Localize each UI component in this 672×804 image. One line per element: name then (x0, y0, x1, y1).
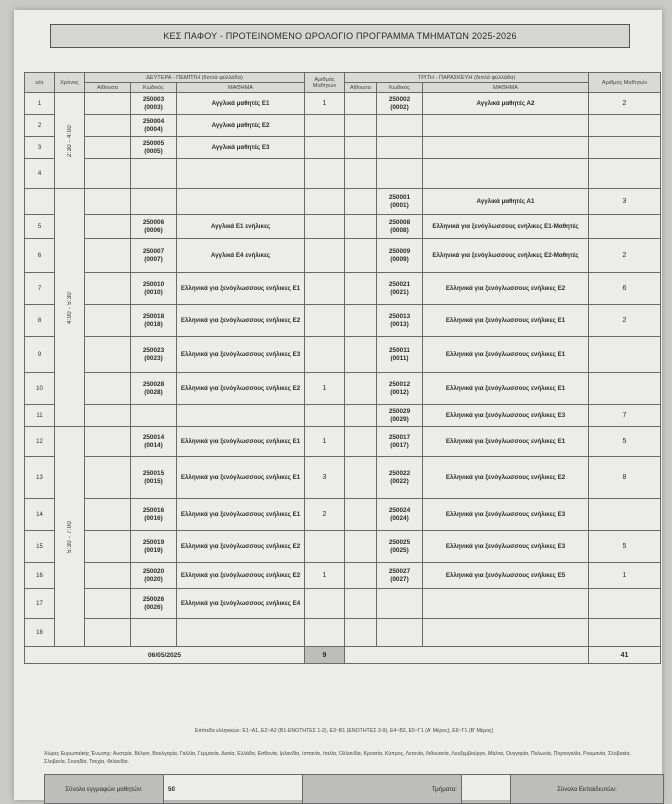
code-right (377, 457, 423, 499)
footer-spacer (345, 647, 589, 664)
count-right: 8 (589, 457, 661, 499)
course-code: 250028 (142, 380, 165, 388)
course-code-short: (0003) (144, 103, 163, 111)
room-right (345, 189, 377, 215)
count-right: 2 (589, 305, 661, 337)
count-left (305, 137, 345, 159)
course-code-short: (0027) (390, 575, 409, 583)
row-number: 9 (25, 337, 55, 373)
row-number: 17 (25, 589, 55, 619)
count-left (305, 337, 345, 373)
course-left: Ελληνικά για ξενόγλωσσους ενήλικες Ε2 (177, 305, 305, 337)
code-right (377, 239, 423, 273)
room-left (85, 405, 131, 427)
count-right: 5 (589, 531, 661, 563)
room-right (345, 305, 377, 337)
course-right: Αγγλικά μαθητές Α1 (423, 189, 589, 215)
schedule-sheet (14, 10, 662, 800)
count-right (589, 589, 661, 619)
code-right (377, 273, 423, 305)
course-code-short: (0025) (390, 546, 409, 554)
course-left (177, 619, 305, 647)
course-left: Ελληνικά για ξενόγλωσσους ενήλικες Ε1 (177, 499, 305, 531)
header-day-right: ΤΡΙΤΗ - ΠΑΡΑΣΚΕΥΗ (διπλά φύλλάδα) (345, 73, 589, 83)
header-room-left: Αίθουσα (85, 83, 131, 93)
course-left: Αγγλικά Ε4 ενήλικες (177, 239, 305, 273)
code-right (377, 337, 423, 373)
table-row (25, 457, 661, 499)
count-left: 3 (305, 457, 345, 499)
course-code-short: (0004) (144, 125, 163, 133)
course-left: Αγγλικά μαθητές Ε2 (177, 115, 305, 137)
code-right (377, 159, 423, 189)
course-left: Ελληνικά για ξενόγλωσσους ενήλικες Ε2 (177, 373, 305, 405)
course-code-short: (0008) (390, 226, 409, 234)
room-left (85, 619, 131, 647)
header-code-right: Κωδικός (377, 83, 423, 93)
countries-note: Χώρες Ευρωπαϊκής Ένωσης: Αυστρία, Βέλγιο, Βουλγαρία, Γαλλία, Γερμανία, Δανία, Ελλάδα, Εσθονία, Ιρλανδία, Ισπανία, Ιταλία, Ολλανδία, Κροατία, Κύπρος, Λετονία, Λιθουανία, Λουξεμβούργο, Μάλτα, Ουγγαρία, Πολωνία, Πορτογαλία, Ρουμανία, Σλοβακία, Σλοβενία, Σουηδία, Τσεχία, Φιλανδία. (44, 751, 631, 765)
table-row (25, 305, 661, 337)
code-right (377, 405, 423, 427)
course-code: 250012 (388, 380, 411, 388)
course-code: 250022 (388, 469, 411, 477)
header-num: α/α (25, 73, 55, 93)
course-left: Αγγλικά μαθητές Ε3 (177, 137, 305, 159)
code-left (131, 337, 177, 373)
row-number: 2 (25, 115, 55, 137)
course-right (423, 619, 589, 647)
course-right (423, 159, 589, 189)
course-left: Ελληνικά για ξενόγλωσσους ενήλικες Ε3 (177, 337, 305, 373)
course-code-short: (0024) (390, 514, 409, 522)
course-code-short: (0016) (144, 514, 163, 522)
course-code: 250006 (142, 218, 165, 226)
room-left (85, 373, 131, 405)
row-number: 3 (25, 137, 55, 159)
course-code-short: (0017) (390, 441, 409, 449)
code-left (131, 427, 177, 457)
course-code: 250002 (388, 95, 411, 103)
course-code: 250021 (388, 280, 411, 288)
room-right (345, 215, 377, 239)
course-code: 250016 (142, 506, 165, 514)
table-row (25, 159, 661, 189)
count-left (305, 273, 345, 305)
course-code: 250018 (142, 312, 165, 320)
course-left: Ελληνικά για ξενόγλωσσους ενήλικες Ε4 (177, 589, 305, 619)
room-right (345, 373, 377, 405)
course-code-short: (0002) (390, 103, 409, 111)
course-code: 250009 (388, 247, 411, 255)
teachers-label: Σύνολο Εκπαιδευτών: (511, 775, 664, 804)
table-row (25, 499, 661, 531)
course-code: 250025 (388, 538, 411, 546)
course-code: 250011 (389, 346, 410, 354)
code-left (131, 189, 177, 215)
course-code: 250003 (142, 95, 165, 103)
table-row (25, 589, 661, 619)
time-slot (55, 189, 85, 427)
room-left (85, 337, 131, 373)
table-row (25, 273, 661, 305)
count-left (305, 115, 345, 137)
course-left (177, 405, 305, 427)
course-code: 250017 (388, 433, 411, 441)
course-right: Ελληνικά για ξενόγλωσσους ενήλικες Ε3 (423, 531, 589, 563)
count-left (305, 239, 345, 273)
count-left (305, 589, 345, 619)
count-left (305, 305, 345, 337)
row-number: 7 (25, 273, 55, 305)
course-right: Ελληνικά για ξενόγλωσσους ενήλικες Ε1 (423, 337, 589, 373)
table-row (25, 405, 661, 427)
room-right (345, 337, 377, 373)
code-right (377, 93, 423, 115)
room-left (85, 137, 131, 159)
count-right (589, 115, 661, 137)
count-left (305, 531, 345, 563)
footer-date: 06/05/2025 (25, 647, 305, 664)
row-number: 13 (25, 457, 55, 499)
room-left (85, 159, 131, 189)
sections-value (462, 775, 511, 804)
count-right (589, 137, 661, 159)
room-left (85, 115, 131, 137)
registered-label: Σύνολο εγγραφών μαθητών: (45, 775, 164, 804)
row-number: 12 (25, 427, 55, 457)
code-right (377, 189, 423, 215)
room-right (345, 457, 377, 499)
code-left (131, 619, 177, 647)
course-left: Ελληνικά για ξενόγλωσσους ενήλικες Ε2 (177, 531, 305, 563)
count-right: 2 (589, 93, 661, 115)
course-right: Ελληνικά για ξενόγλωσσους ενήλικες Ε3 (423, 405, 589, 427)
count-left: 1 (305, 93, 345, 115)
room-left (85, 589, 131, 619)
course-code: 250004 (142, 117, 165, 125)
course-code: 250020 (142, 567, 165, 575)
header-time: Χρόνος (55, 73, 85, 93)
course-code: 250007 (142, 247, 165, 255)
room-left (85, 563, 131, 589)
course-code-short: (0023) (144, 354, 163, 362)
row-number: 4 (25, 159, 55, 189)
course-right: Ελληνικά για ξενόγλωσσους ενήλικες Ε2 (423, 273, 589, 305)
count-right: 2 (589, 239, 661, 273)
course-right: Ελληνικά για ξενόγλωσσους ενήλικες Ε1-Μαθητές (423, 215, 589, 239)
course-code: 250015 (142, 469, 165, 477)
notes (44, 728, 644, 766)
course-code-short: (0005) (144, 147, 163, 155)
course-code-short: (0012) (390, 388, 409, 396)
course-left: Ελληνικά για ξενόγλωσσους ενήλικες Ε2 (177, 563, 305, 589)
table-row (25, 189, 661, 215)
count-left (305, 619, 345, 647)
code-right (377, 563, 423, 589)
count-left (305, 189, 345, 215)
count-right (589, 373, 661, 405)
count-left: 1 (305, 563, 345, 589)
course-code: 250023 (142, 346, 165, 354)
room-right (345, 137, 377, 159)
table-row (25, 93, 661, 115)
room-left (85, 273, 131, 305)
count-left: 2 (305, 499, 345, 531)
room-right (345, 405, 377, 427)
room-right (345, 273, 377, 305)
code-left (131, 589, 177, 619)
code-right (377, 619, 423, 647)
table-row (25, 337, 661, 373)
code-left (131, 405, 177, 427)
course-code-short: (0018) (144, 320, 163, 328)
course-code: 250029 (388, 407, 411, 415)
course-code-short: (0001) (390, 201, 409, 209)
table-row (25, 373, 661, 405)
course-code-short: (0007) (144, 255, 163, 263)
row-number: 8 (25, 305, 55, 337)
table-row (25, 427, 661, 457)
code-left (131, 273, 177, 305)
room-right (345, 563, 377, 589)
course-code: 250001 (388, 193, 411, 201)
header-code-left: Κωδικός (131, 83, 177, 93)
course-code-short: (0010) (144, 288, 163, 296)
time-slot-label: 2:30 - 4:00 (66, 124, 73, 157)
row-number: 6 (25, 239, 55, 273)
table-row (25, 531, 661, 563)
count-right (589, 499, 661, 531)
page-title: ΚΕΣ ΠΑΦΟΥ - ΠΡΟΤΕΙΝΟΜΕΝΟ ΩΡΟΛΟΓΙΟ ΠΡΟΓΡΑΜΜΑ ΤΜΗΜΑΤΩΝ 2025-2026 (50, 24, 630, 48)
count-right: 6 (589, 273, 661, 305)
count-right (589, 337, 661, 373)
room-right (345, 159, 377, 189)
count-right (589, 619, 661, 647)
course-right: Ελληνικά για ξενόγλωσσους ενήλικες Ε3 (423, 499, 589, 531)
room-left (85, 427, 131, 457)
course-code-short: (0022) (390, 477, 409, 485)
code-left (131, 115, 177, 137)
row-number: 10 (25, 373, 55, 405)
room-left (85, 189, 131, 215)
code-left (131, 215, 177, 239)
levels-note: Επίπεδα ελληνικών: Ε1~Α1, Ε2~Α2 (Β1-ΕΝΟΤΗΤΕΣ 1-2), Ε3~Β1 (ΕΝΟΤΗΤΕΣ 3-9), Ε4~Β2, Ε5~Γ1 (Α' Μέρος), Ε6~Γ1 (Β' Μέρος) (194, 728, 494, 734)
row-number (25, 189, 55, 215)
sections-label: Τμήματα: (303, 775, 462, 804)
table-row (25, 239, 661, 273)
course-code: 250019 (142, 538, 165, 546)
count-left (305, 159, 345, 189)
table-row (25, 563, 661, 589)
course-code: 250008 (388, 218, 411, 226)
time-slot-label: 5:30 - 7:00 (66, 520, 73, 553)
header-day-left: ΔΕΥΤΕΡΑ - ΠΕΜΠΤΗ (διπλά φύλλάδα) (85, 73, 305, 83)
course-code-short: (0015) (144, 477, 163, 485)
code-right (377, 305, 423, 337)
code-left (131, 531, 177, 563)
header-count-left: Αριθμός Μαθητών (305, 73, 345, 93)
code-left (131, 159, 177, 189)
course-left: Ελληνικά για ξενόγλωσσους ενήλικες Ε1 (177, 273, 305, 305)
row-number: 14 (25, 499, 55, 531)
count-right: 3 (589, 189, 661, 215)
row-number: 15 (25, 531, 55, 563)
course-code-short: (0020) (144, 575, 163, 583)
footer-total-left: 9 (305, 647, 345, 664)
course-code-short: (0028) (144, 388, 163, 396)
course-left (177, 189, 305, 215)
course-code: 250027 (388, 567, 411, 575)
course-code: 250005 (142, 139, 165, 147)
course-right: Ελληνικά για ξενόγλωσσους ενήλικες Ε2 (423, 457, 589, 499)
course-right: Ελληνικά για ξενόγλωσσους ενήλικες Ε1 (423, 427, 589, 457)
code-right (377, 137, 423, 159)
course-code-short: (0014) (144, 441, 163, 449)
code-right (377, 499, 423, 531)
course-code-short: (0011) (390, 354, 409, 362)
header-count-right: Αριθμός Μαθητών (589, 73, 661, 93)
footer-total-right: 41 (589, 647, 661, 664)
table-row (25, 137, 661, 159)
registered-value: 50 (164, 775, 303, 804)
count-right: 1 (589, 563, 661, 589)
course-left: Ελληνικά για ξενόγλωσσους ενήλικες Ε1 (177, 427, 305, 457)
code-left (131, 499, 177, 531)
course-right: Αγγλικά μαθητές Α2 (423, 93, 589, 115)
course-code-short: (0026) (144, 603, 163, 611)
code-right (377, 115, 423, 137)
course-code-short: (0009) (390, 255, 409, 263)
count-left: 1 (305, 427, 345, 457)
row-number: 16 (25, 563, 55, 589)
course-right: Ελληνικά για ξενόγλωσσους ενήλικες Ε5 (423, 563, 589, 589)
code-left (131, 305, 177, 337)
code-left (131, 563, 177, 589)
course-code: 250013 (388, 312, 411, 320)
code-right (377, 589, 423, 619)
header-course-left: ΜΑΘΗΜΑ (177, 83, 305, 93)
room-left (85, 215, 131, 239)
room-left (85, 531, 131, 563)
room-right (345, 499, 377, 531)
row-number: 1 (25, 93, 55, 115)
room-left (85, 305, 131, 337)
room-right (345, 93, 377, 115)
time-slot (55, 427, 85, 647)
course-code-short: (0006) (144, 226, 163, 234)
room-right (345, 589, 377, 619)
course-left: Αγγλικά μαθητές Ε1 (177, 93, 305, 115)
header-course-right: ΜΑΘΗΜΑ (423, 83, 589, 93)
count-left (305, 405, 345, 427)
room-right (345, 115, 377, 137)
course-right (423, 137, 589, 159)
count-right (589, 159, 661, 189)
header-room-right: Αίθουσα (345, 83, 377, 93)
course-right (423, 589, 589, 619)
course-code-short: (0013) (390, 320, 409, 328)
time-slot (55, 93, 85, 189)
room-right (345, 239, 377, 273)
course-code: 250026 (142, 595, 165, 603)
course-right: Ελληνικά για ξενόγλωσσους ενήλικες Ε1 (423, 305, 589, 337)
count-right (589, 215, 661, 239)
row-number: 11 (25, 405, 55, 427)
course-right: Ελληνικά για ξενόγλωσσους ενήλικες Ε1 (423, 373, 589, 405)
code-right (377, 427, 423, 457)
row-number: 5 (25, 215, 55, 239)
room-right (345, 619, 377, 647)
course-code: 250014 (142, 433, 165, 441)
code-left (131, 457, 177, 499)
count-left: 1 (305, 373, 345, 405)
code-left (131, 239, 177, 273)
code-right (377, 215, 423, 239)
room-left (85, 239, 131, 273)
course-left: Αγγλικά Ε1 ενήλικες (177, 215, 305, 239)
code-left (131, 137, 177, 159)
count-right: 7 (589, 405, 661, 427)
course-code-short: (0019) (144, 546, 163, 554)
code-right (377, 531, 423, 563)
course-left (177, 159, 305, 189)
count-right: 5 (589, 427, 661, 457)
course-left: Ελληνικά για ξενόγλωσσους ενήλικες Ε1 (177, 457, 305, 499)
schedule-table (24, 72, 661, 664)
course-code: 250010 (142, 280, 165, 288)
course-code: 250024 (388, 506, 411, 514)
room-left (85, 93, 131, 115)
row-number: 18 (25, 619, 55, 647)
course-right (423, 115, 589, 137)
code-left (131, 93, 177, 115)
room-right (345, 531, 377, 563)
room-left (85, 457, 131, 499)
course-code-short: (0029) (390, 415, 409, 423)
time-slot-label: 4:00 - 5:30 (66, 291, 73, 324)
course-code-short: (0021) (390, 288, 409, 296)
room-right (345, 427, 377, 457)
room-left (85, 499, 131, 531)
code-left (131, 373, 177, 405)
course-right: Ελληνικά για ξενόγλωσσους ενήλικες Ε2-Μαθητές (423, 239, 589, 273)
count-left (305, 215, 345, 239)
code-right (377, 373, 423, 405)
table-row (25, 215, 661, 239)
table-row (25, 115, 661, 137)
table-row (25, 619, 661, 647)
